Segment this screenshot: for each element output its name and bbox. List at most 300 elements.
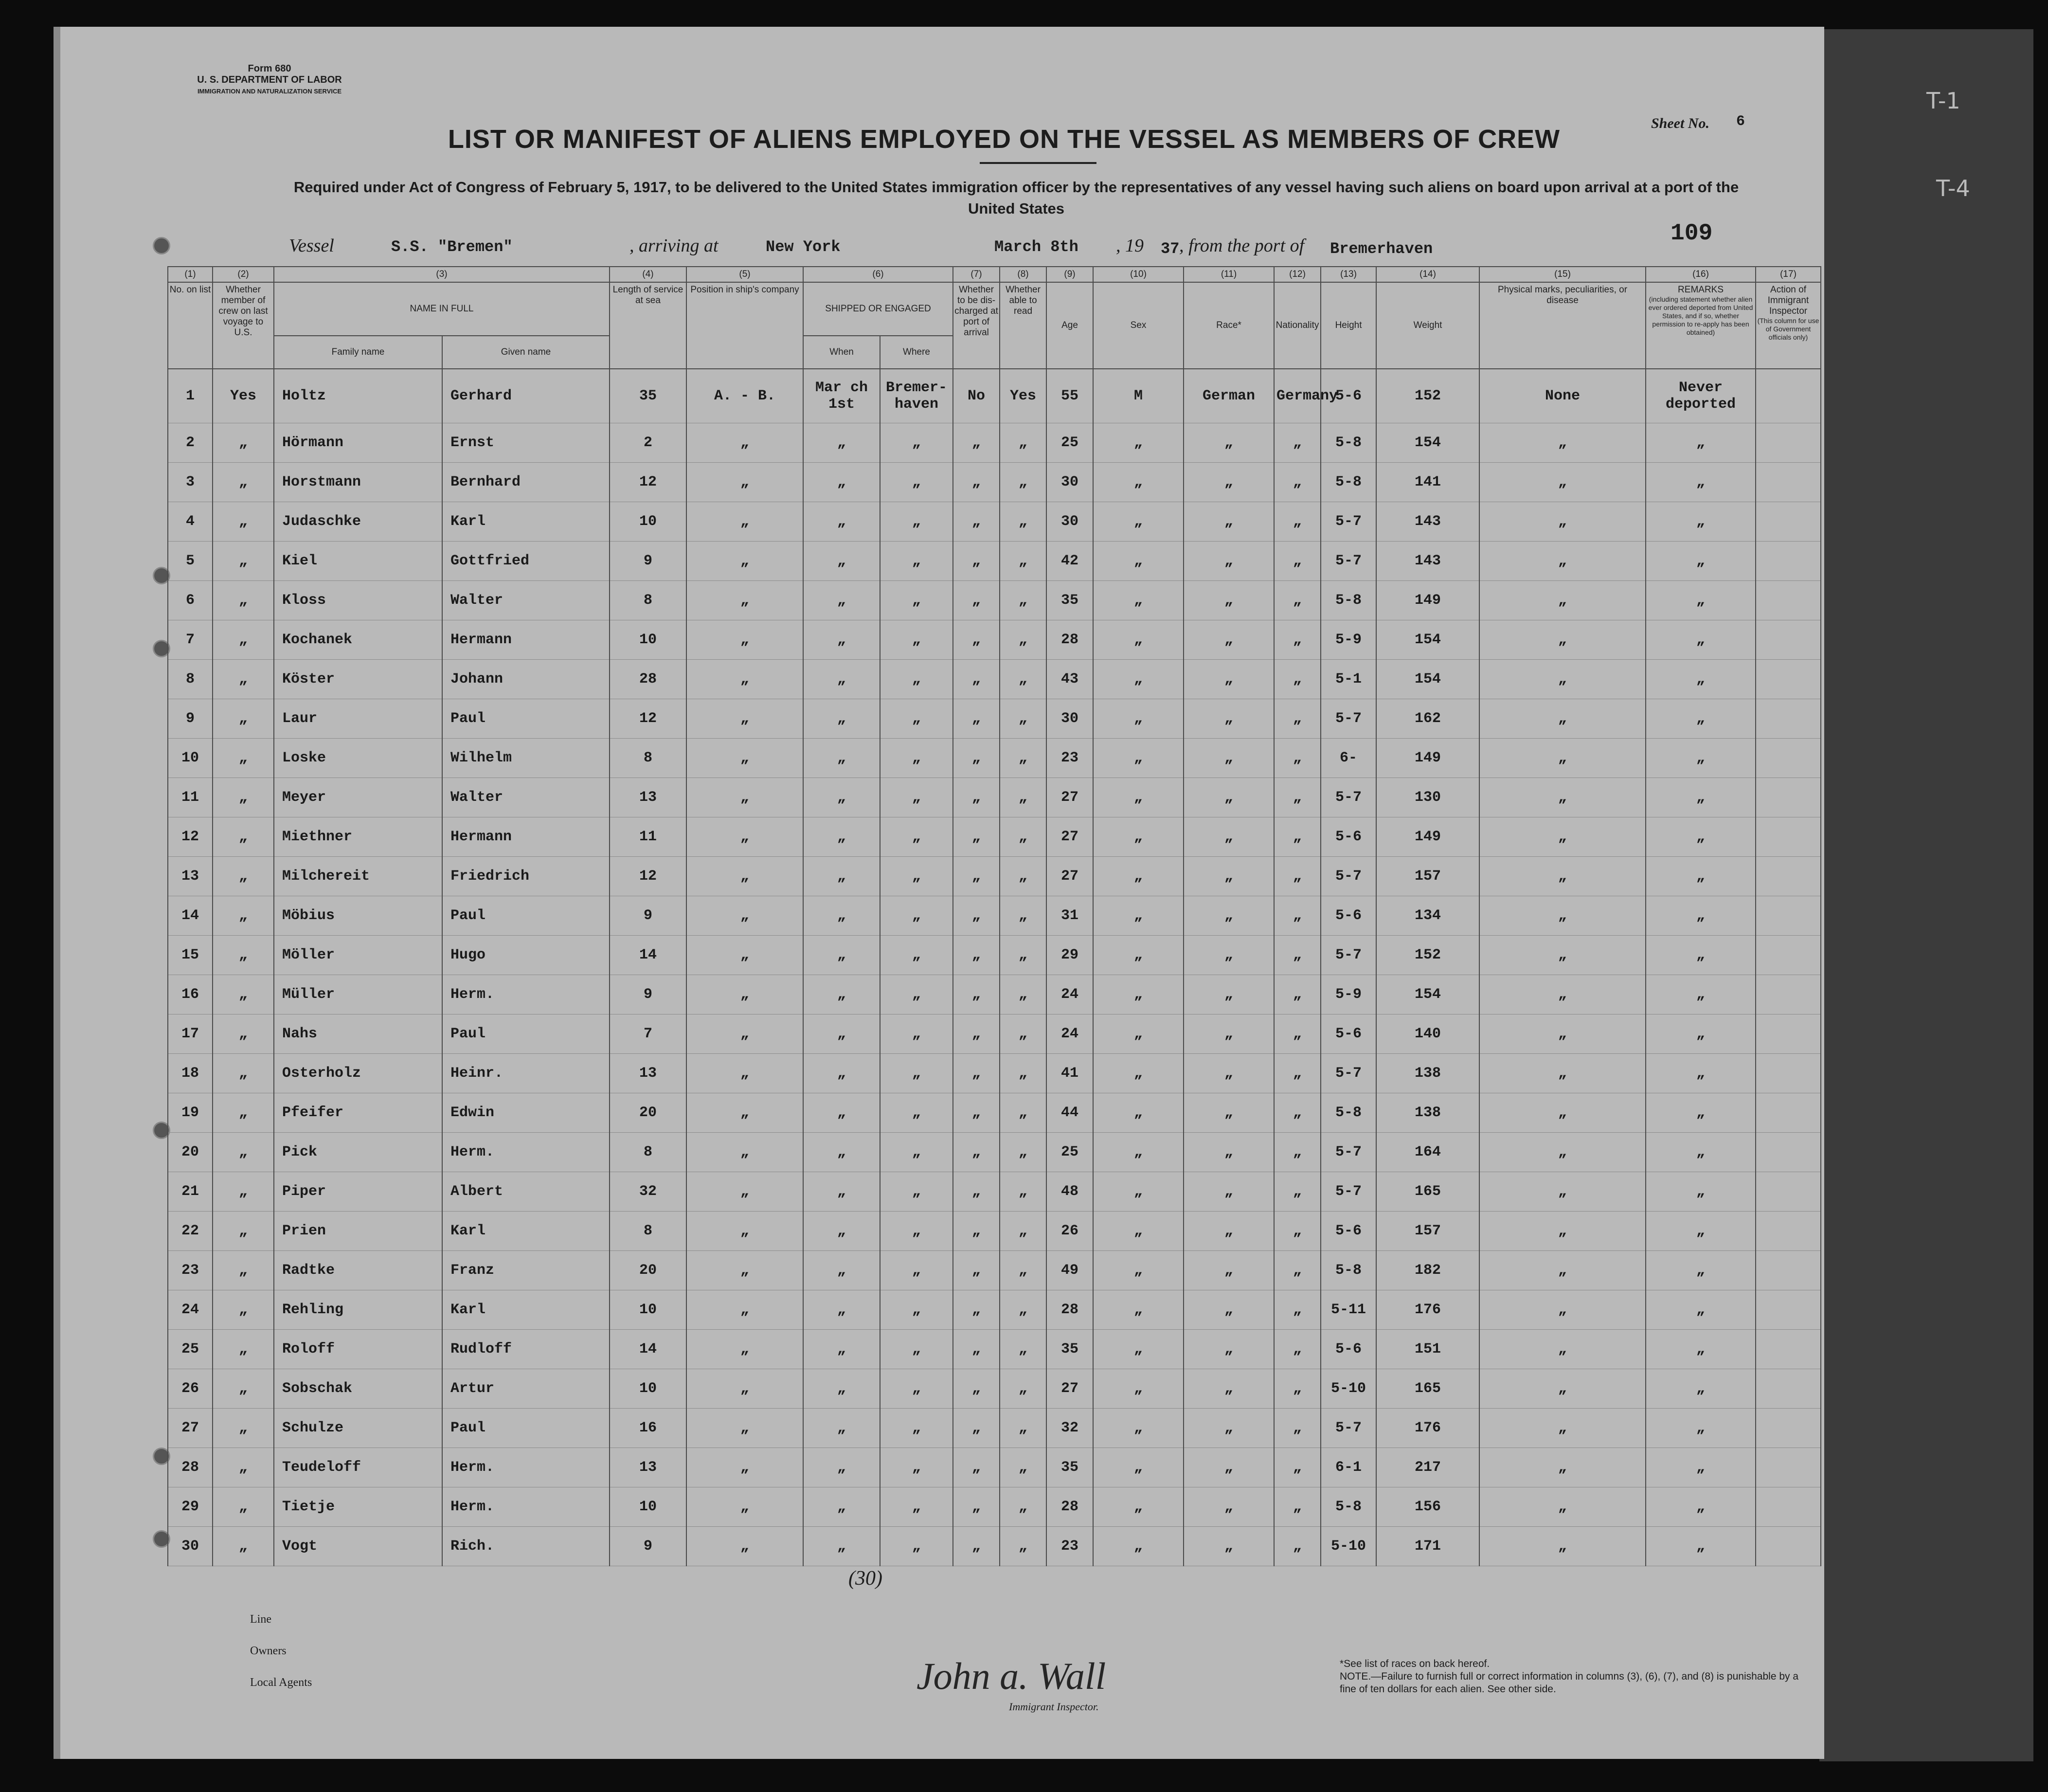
when-cell: „ [803,502,880,542]
service-cell: 35 [610,369,686,423]
race-cell: „ [1184,1093,1274,1133]
header-family-name: Family name [274,336,442,369]
discharged-cell: „ [953,936,1000,975]
header-action-title: Action of Immigrant Inspector [1767,285,1809,316]
remarks-cell: „ [1646,581,1756,620]
remarks-cell: „ [1646,660,1756,699]
age-cell: 26 [1046,1212,1093,1251]
weight-cell: 165 [1376,1369,1479,1409]
nationality-cell: „ [1274,739,1321,778]
service-cell: 10 [610,1369,686,1409]
when-cell: „ [803,1369,880,1409]
when-cell: „ [803,1251,880,1290]
punch-hole [153,237,170,254]
service-cell: 14 [610,1330,686,1369]
race-cell: „ [1184,1369,1274,1409]
race-cell: „ [1184,1290,1274,1330]
note-races: *See list of races on back hereof. [1340,1658,1490,1669]
vessel-name: S.S. "Bremen" [391,238,513,256]
physical-cell: „ [1479,778,1646,817]
sex-cell: „ [1093,1133,1184,1172]
header-physical: Physical marks, peculiarities, or disease [1479,282,1646,369]
discharged-cell: „ [953,896,1000,936]
read-cell: „ [1000,660,1046,699]
given-name-cell: Paul [442,1409,610,1448]
family-name-cell: Möbius [274,896,442,936]
nationality-cell: „ [1274,581,1321,620]
remarks-cell: „ [1646,857,1756,896]
sex-cell: „ [1093,975,1184,1014]
physical-cell: „ [1479,857,1646,896]
when-cell: „ [803,699,880,739]
nationality-cell: „ [1274,936,1321,975]
physical-cell: „ [1479,936,1646,975]
header-nationality: Nationality [1274,282,1321,369]
header-height: Height [1321,282,1376,369]
age-cell: 29 [1046,936,1093,975]
read-cell: „ [1000,502,1046,542]
weight-cell: 141 [1376,463,1479,502]
table-row [168,542,1821,581]
header-where: Where [880,336,953,369]
position-cell: „ [686,1212,803,1251]
when-cell: „ [803,857,880,896]
race-cell: „ [1184,817,1274,857]
header-remarks-note: (including statement whether alien ever ordered deported from United States, and if so, whether permission to re-apply has been obtained) [1648,295,1753,336]
nationality-cell: „ [1274,896,1321,936]
physical-cell: „ [1479,1172,1646,1212]
table-row [168,936,1821,975]
remarks-cell: „ [1646,1172,1756,1212]
member-cell: „ [213,936,274,975]
col-7-number: (7) [953,267,1000,282]
where-cell: Bremer- haven [880,369,953,423]
age-cell: 30 [1046,502,1093,542]
physical-cell: „ [1479,463,1646,502]
col-6-number: (6) [803,267,953,282]
weight-cell: 130 [1376,778,1479,817]
table-row [168,896,1821,936]
age-cell: 28 [1046,1290,1093,1330]
table-row [168,660,1821,699]
where-cell: „ [880,1133,953,1172]
where-cell: „ [880,660,953,699]
where-cell: „ [880,1330,953,1369]
position-cell: „ [686,896,803,936]
member-cell: „ [213,1448,274,1487]
race-cell: „ [1184,502,1274,542]
family-name-cell: Horstmann [274,463,442,502]
page-subtitle: Required under Act of Congress of February 5, 1917, to be delivered to the United States immigration officer by the representatives of any vessel having such aliens on board upon arrival at a port of the United States [293,179,1739,217]
age-cell: 43 [1046,660,1093,699]
col-8-number: (8) [1000,267,1046,282]
line-label: Line [250,1613,271,1626]
stamp-number: 109 [1671,220,1713,247]
remarks-cell: „ [1646,936,1756,975]
given-name-cell: Paul [442,1014,610,1054]
where-cell: „ [880,581,953,620]
family-name-cell: Teudeloff [274,1448,442,1487]
member-cell: „ [213,1212,274,1251]
nationality-cell: „ [1274,1487,1321,1527]
weight-cell: 152 [1376,369,1479,423]
weight-cell: 164 [1376,1133,1479,1172]
when-cell: „ [803,1093,880,1133]
given-name-cell: Friedrich [442,857,610,896]
height-cell: 5-1 [1321,660,1376,699]
age-cell: 27 [1046,1369,1093,1409]
when-cell: „ [803,463,880,502]
table-row [168,1448,1821,1487]
family-name-cell: Sobschak [274,1369,442,1409]
read-cell: „ [1000,1014,1046,1054]
col-14-number: (14) [1376,267,1479,282]
table-row [168,369,1821,423]
height-cell: 5-7 [1321,699,1376,739]
where-cell: „ [880,817,953,857]
header-remarks [1646,282,1756,369]
physical-cell: „ [1479,423,1646,463]
row-number: 30 [168,1527,213,1566]
discharged-cell: „ [953,1448,1000,1487]
sex-cell: „ [1093,699,1184,739]
position-cell: „ [686,1093,803,1133]
age-cell: 32 [1046,1409,1093,1448]
given-name-cell: Heinr. [442,1054,610,1093]
race-cell: „ [1184,1487,1274,1527]
member-cell: „ [213,463,274,502]
given-name-cell: Ernst [442,423,610,463]
service-cell: 20 [610,1251,686,1290]
given-name-cell: Herm. [442,1487,610,1527]
read-cell: „ [1000,1172,1046,1212]
sex-cell: „ [1093,581,1184,620]
age-cell: 23 [1046,739,1093,778]
remarks-cell: Never deported [1646,369,1756,423]
sex-cell: „ [1093,542,1184,581]
given-name-cell: Gottfried [442,542,610,581]
family-name-cell: Prien [274,1212,442,1251]
nationality-cell: „ [1274,1212,1321,1251]
when-cell: „ [803,1527,880,1566]
nationality-cell: „ [1274,1527,1321,1566]
service-cell: 8 [610,581,686,620]
height-cell: 5-10 [1321,1369,1376,1409]
physical-cell: „ [1479,1054,1646,1093]
race-cell: „ [1184,1251,1274,1290]
action-cell [1756,1527,1821,1566]
action-cell [1756,1251,1821,1290]
where-cell: „ [880,620,953,660]
arriving-label: , arriving at [629,235,719,256]
header-no-on-list: No. on list [168,282,213,369]
remarks-cell: „ [1646,1133,1756,1172]
action-cell [1756,1093,1821,1133]
discharged-cell: „ [953,1093,1000,1133]
given-name-cell: Hermann [442,817,610,857]
action-cell [1756,975,1821,1014]
table-row [168,1330,1821,1369]
action-cell [1756,1369,1821,1409]
nationality-cell: „ [1274,857,1321,896]
height-cell: 5-6 [1321,1014,1376,1054]
header-able-read: Whether able to read [1000,282,1046,369]
position-cell: „ [686,502,803,542]
discharged-cell: „ [953,1290,1000,1330]
col-17-number: (17) [1756,267,1821,282]
sex-cell: „ [1093,660,1184,699]
family-name-cell: Holtz [274,369,442,423]
position-cell: „ [686,936,803,975]
when-cell: „ [803,1290,880,1330]
remarks-cell: „ [1646,1487,1756,1527]
row-number: 8 [168,660,213,699]
family-name-cell: Rehling [274,1290,442,1330]
sex-cell: „ [1093,896,1184,936]
when-cell: „ [803,542,880,581]
form-department: U. S. DEPARTMENT OF LABOR [197,74,342,85]
given-name-cell: Franz [442,1251,610,1290]
nationality-cell: Germany [1274,369,1321,423]
read-cell: „ [1000,1054,1046,1093]
action-cell [1756,660,1821,699]
discharged-cell: „ [953,1409,1000,1448]
row-number: 23 [168,1251,213,1290]
weight-cell: 152 [1376,936,1479,975]
family-name-cell: Radtke [274,1251,442,1290]
action-cell [1756,817,1821,857]
when-cell: „ [803,896,880,936]
when-cell: „ [803,975,880,1014]
physical-cell: „ [1479,1409,1646,1448]
discharged-cell: „ [953,542,1000,581]
row-number: 22 [168,1212,213,1251]
where-cell: „ [880,502,953,542]
weight-cell: 182 [1376,1251,1479,1290]
weight-cell: 157 [1376,1212,1479,1251]
weight-cell: 176 [1376,1290,1479,1330]
header-was-member: Whether member of crew on last voyage to U.S. [213,282,274,369]
height-cell: 5-7 [1321,502,1376,542]
family-name-cell: Hörmann [274,423,442,463]
position-cell: „ [686,1369,803,1409]
header-discharged: Whether to be dis-charged at port of arrival [953,282,1000,369]
action-cell [1756,1409,1821,1448]
action-cell [1756,423,1821,463]
position-cell: „ [686,739,803,778]
read-cell: „ [1000,423,1046,463]
column-number-row [168,267,1821,282]
age-cell: 35 [1046,581,1093,620]
row-number: 2 [168,423,213,463]
position-cell: A. - B. [686,369,803,423]
weight-cell: 171 [1376,1527,1479,1566]
position-cell: „ [686,1014,803,1054]
weight-cell: 176 [1376,1409,1479,1448]
given-name-cell: Hugo [442,936,610,975]
height-cell: 5-8 [1321,423,1376,463]
manifest-rows [168,369,1821,1566]
age-cell: 44 [1046,1093,1093,1133]
height-cell: 5-7 [1321,542,1376,581]
row-number: 21 [168,1172,213,1212]
family-name-cell: Schulze [274,1409,442,1448]
physical-cell: „ [1479,502,1646,542]
col-11-number: (11) [1184,267,1274,282]
position-cell: „ [686,699,803,739]
nationality-cell: „ [1274,542,1321,581]
when-cell: „ [803,581,880,620]
table-row [168,1133,1821,1172]
row-number: 29 [168,1487,213,1527]
where-cell: „ [880,975,953,1014]
given-name-cell: Herm. [442,1133,610,1172]
weight-cell: 140 [1376,1014,1479,1054]
action-cell [1756,896,1821,936]
where-cell: „ [880,778,953,817]
sex-cell: „ [1093,1409,1184,1448]
nationality-cell: „ [1274,975,1321,1014]
discharged-cell: „ [953,423,1000,463]
read-cell: „ [1000,739,1046,778]
member-cell: „ [213,739,274,778]
col-4-number: (4) [610,267,686,282]
given-name-cell: Rudloff [442,1330,610,1369]
discharged-cell: „ [953,1527,1000,1566]
weight-cell: 154 [1376,975,1479,1014]
race-cell: „ [1184,1014,1274,1054]
sex-cell: „ [1093,1014,1184,1054]
table-row [168,581,1821,620]
member-cell: „ [213,857,274,896]
row-number: 28 [168,1448,213,1487]
sex-cell: „ [1093,857,1184,896]
given-name-cell: Walter [442,581,610,620]
row-number: 1 [168,369,213,423]
family-name-cell: Kochanek [274,620,442,660]
physical-cell: „ [1479,660,1646,699]
where-cell: „ [880,857,953,896]
age-cell: 35 [1046,1448,1093,1487]
physical-cell: „ [1479,1212,1646,1251]
nationality-cell: „ [1274,463,1321,502]
age-cell: 31 [1046,896,1093,936]
race-cell: „ [1184,739,1274,778]
action-cell [1756,1212,1821,1251]
action-cell [1756,936,1821,975]
given-name-cell: Karl [442,1290,610,1330]
height-cell: 5-10 [1321,1527,1376,1566]
read-cell: „ [1000,1448,1046,1487]
service-cell: 10 [610,1290,686,1330]
read-cell: „ [1000,817,1046,857]
read-cell: „ [1000,1330,1046,1369]
header-sex: Sex [1093,282,1184,369]
position-cell: „ [686,620,803,660]
sex-cell: „ [1093,1290,1184,1330]
physical-cell: „ [1479,620,1646,660]
discharged-cell: „ [953,463,1000,502]
row-number: 16 [168,975,213,1014]
discharged-cell: „ [953,857,1000,896]
total-count: (30) [848,1567,882,1590]
given-name-cell: Walter [442,778,610,817]
row-number: 6 [168,581,213,620]
height-cell: 6-1 [1321,1448,1376,1487]
discharged-cell: „ [953,778,1000,817]
sex-cell: „ [1093,739,1184,778]
remarks-cell: „ [1646,542,1756,581]
member-cell: „ [213,1054,274,1093]
member-cell: „ [213,1133,274,1172]
discharged-cell: „ [953,581,1000,620]
table-row [168,857,1821,896]
table-row [168,1409,1821,1448]
race-cell: „ [1184,896,1274,936]
height-cell: 5-6 [1321,896,1376,936]
when-cell: „ [803,1054,880,1093]
given-name-cell: Artur [442,1369,610,1409]
service-cell: 10 [610,502,686,542]
table-row [168,1093,1821,1133]
weight-cell: 157 [1376,857,1479,896]
when-cell: „ [803,1409,880,1448]
given-name-cell: Albert [442,1172,610,1212]
physical-cell: „ [1479,1330,1646,1369]
family-name-cell: Miethner [274,817,442,857]
physical-cell: „ [1479,1093,1646,1133]
action-cell [1756,1487,1821,1527]
weight-cell: 149 [1376,581,1479,620]
table-row [168,502,1821,542]
service-cell: 8 [610,1133,686,1172]
service-cell: 28 [610,660,686,699]
where-cell: „ [880,463,953,502]
family-name-cell: Köster [274,660,442,699]
physical-cell: „ [1479,542,1646,581]
row-number: 5 [168,542,213,581]
sex-cell: „ [1093,1369,1184,1409]
service-cell: 16 [610,1409,686,1448]
position-cell: „ [686,1409,803,1448]
sex-cell: „ [1093,1172,1184,1212]
position-cell: „ [686,1172,803,1212]
service-cell: 9 [610,542,686,581]
physical-cell: None [1479,369,1646,423]
arrival-date: March 8th [994,238,1078,256]
discharged-cell: „ [953,1054,1000,1093]
discharged-cell: „ [953,817,1000,857]
remarks-cell: „ [1646,1369,1756,1409]
where-cell: „ [880,423,953,463]
header-action-note: (This column for use of Government officials only) [1757,317,1819,341]
age-cell: 27 [1046,817,1093,857]
nationality-cell: „ [1274,1172,1321,1212]
row-number: 25 [168,1330,213,1369]
row-number: 13 [168,857,213,896]
discharged-cell: „ [953,1014,1000,1054]
position-cell: „ [686,1527,803,1566]
position-cell: „ [686,857,803,896]
family-name-cell: Roloff [274,1330,442,1369]
age-cell: 24 [1046,1014,1093,1054]
arriving-port: New York [766,238,841,256]
age-cell: 49 [1046,1251,1093,1290]
sheet-label: Sheet No. [1651,115,1709,131]
nationality-cell: „ [1274,1448,1321,1487]
height-cell: 5-6 [1321,1212,1376,1251]
action-cell [1756,369,1821,423]
